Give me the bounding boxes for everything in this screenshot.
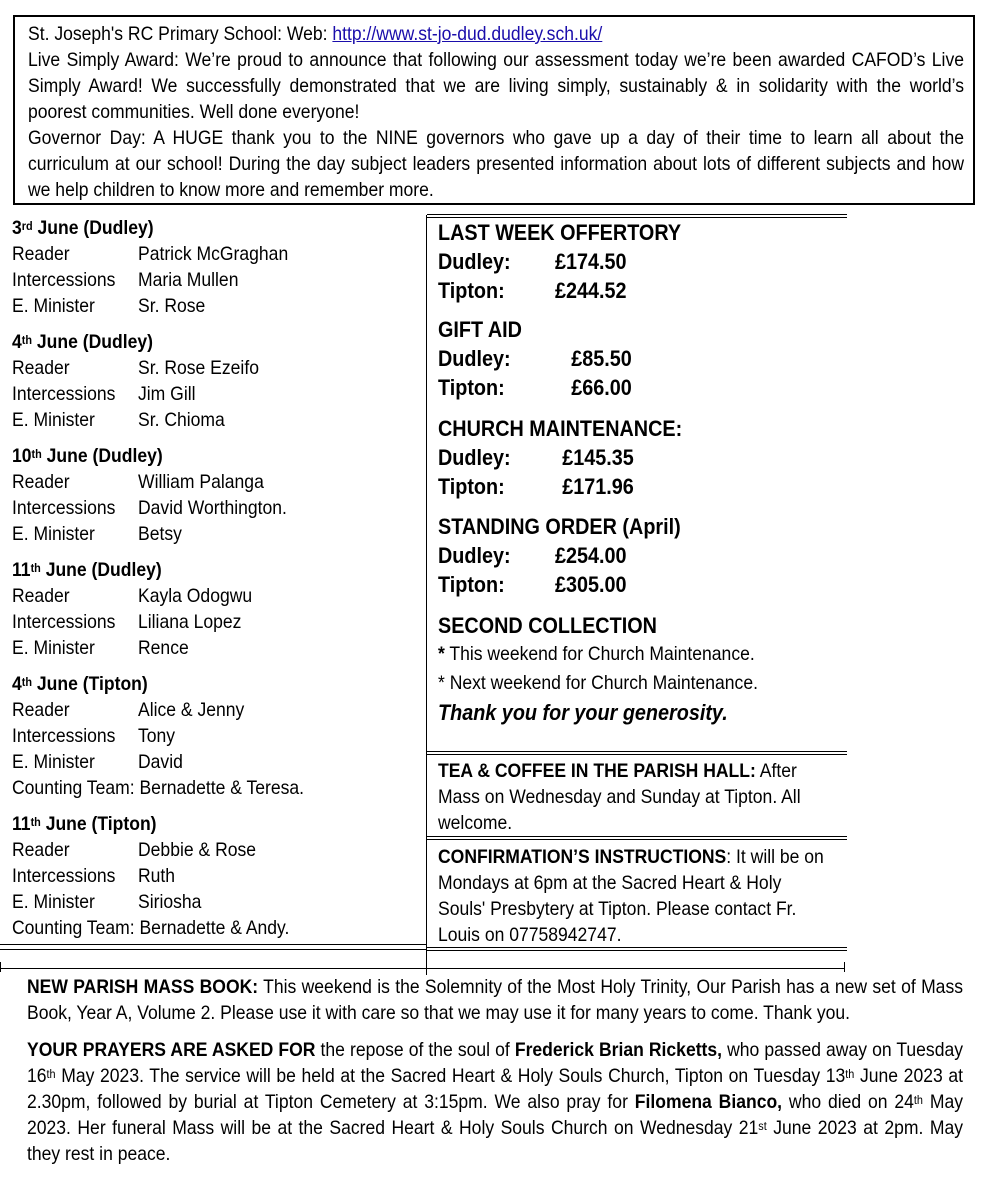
bottom-notices — [27, 974, 963, 1178]
rota-block — [12, 671, 417, 801]
rota-date: 10th June (Dudley) — [12, 445, 163, 467]
role-minister: E. Minister — [12, 523, 95, 545]
minister-name: David — [138, 751, 183, 773]
role-minister: E. Minister — [12, 409, 95, 431]
rota-block — [12, 329, 417, 433]
role-intercessions: Intercessions — [12, 383, 116, 405]
place-dudley: Dudley: — [438, 445, 511, 470]
role-intercessions: Intercessions — [12, 611, 116, 633]
role-minister: E. Minister — [12, 751, 95, 773]
school-label: St. Joseph's RC Primary School: Web: — [28, 23, 333, 45]
rota-date: 4th June (Tipton) — [12, 673, 148, 695]
amount-tipton: £66.00 — [571, 375, 632, 400]
minister-name: Rence — [138, 637, 189, 659]
second-collection-line2: * Next weekend for Church Maintenance. — [438, 672, 758, 694]
reader-name: Sr. Rose Ezeifo — [138, 357, 259, 379]
rota-block — [12, 215, 417, 319]
intercessions-name: Jim Gill — [138, 383, 196, 405]
confirmation-notice: CONFIRMATION’S INSTRUCTIONS: It will be on Mondays at 6pm at the Sacred Heart & Holy Souls' Presbytery at Tipton. Please contact Fr. Louis on 07758942747. — [438, 846, 824, 946]
reader-name: Patrick McGraghan — [138, 243, 289, 265]
role-reader: Reader — [12, 839, 70, 861]
finance-block — [438, 315, 816, 402]
role-intercessions: Intercessions — [12, 497, 116, 519]
role-minister: E. Minister — [12, 891, 95, 913]
second-collection — [438, 611, 816, 727]
place-dudley: Dudley: — [438, 543, 511, 568]
amount-tipton: £244.52 — [555, 278, 627, 303]
bottom-divider — [0, 968, 845, 969]
role-intercessions: Intercessions — [12, 865, 116, 887]
second-collection-line1: * This weekend for Church Maintenance. — [438, 643, 755, 665]
role-intercessions: Intercessions — [12, 269, 116, 291]
intercessions-name: Ruth — [138, 865, 176, 887]
place-dudley: Dudley: — [438, 346, 511, 371]
role-reader: Reader — [12, 357, 70, 379]
rota-date: 11th June (Tipton) — [12, 813, 157, 835]
role-reader: Reader — [12, 471, 70, 493]
finance-heading: CHURCH MAINTENANCE: — [438, 416, 683, 441]
rota-date: 11th June (Dudley) — [12, 559, 162, 581]
mass-book-notice: NEW PARISH MASS BOOK: This weekend is the Solemnity of the Most Holy Trinity, Our Parish has a new set of Mass Book, Year A, Volume 2. Please use it with care so that we may use it for many years to come. Thank you. — [27, 976, 963, 1024]
live-simply-award: Live Simply Award: We’re proud to announce that following our assessment today we’re been awarded CAFOD’s Live Simply Award! We successfully demonstrated that we are living simply, sustainably & in solidarity with the world’s poorest communities. Well done everyone! — [28, 49, 964, 123]
finance-block — [438, 218, 816, 305]
finance-column — [438, 218, 824, 946]
second-collection-heading: SECOND COLLECTION — [438, 613, 657, 638]
amount-dudley: £174.50 — [555, 249, 627, 274]
place-tipton: Tipton: — [438, 572, 505, 597]
rota-date: 3rd June (Dudley) — [12, 217, 154, 239]
counting-team: Counting Team: Bernadette & Teresa. — [12, 777, 305, 799]
minister-name: Siriosha — [138, 891, 202, 913]
amount-tipton: £305.00 — [555, 572, 627, 597]
finance-heading: GIFT AID — [438, 317, 522, 342]
reader-name: Kayla Odogwu — [138, 585, 253, 607]
school-website-link[interactable]: http://www.st-jo-dud.dudley.sch.uk/ — [332, 23, 603, 45]
place-tipton: Tipton: — [438, 278, 505, 303]
intercessions-name: David Worthington. — [138, 497, 287, 519]
governor-day: Governor Day: A HUGE thank you to the NINE governors who gave up a day of their time to learn all about the curriculum at our school! During the day subject leaders presented information about lots of different subjects and how we help children to know more and remember more. — [28, 127, 964, 201]
finance-block — [438, 512, 816, 599]
place-tipton: Tipton: — [438, 474, 505, 499]
amount-tipton: £171.96 — [562, 474, 634, 499]
tea-coffee-notice: TEA & COFFEE IN THE PARISH HALL: After Mass on Wednesday and Sunday at Tipton. All welcome. — [438, 760, 801, 834]
divider-tick — [844, 962, 845, 972]
rota-block — [12, 557, 417, 661]
left-divider — [0, 944, 427, 950]
school-notice-text — [28, 21, 964, 203]
reader-name: William Palanga — [138, 471, 264, 493]
minister-name: Sr. Chioma — [138, 409, 225, 431]
role-minister: E. Minister — [12, 295, 95, 317]
reader-name: Debbie & Rose — [138, 839, 257, 861]
prayers-notice: YOUR PRAYERS ARE ASKED FOR the repose of the soul of Frederick Brian Ricketts, who passed away on Tuesday 16th May 2023. The service will be held at the Sacred Heart & Holy Souls Church, Tipton on Tuesday 13th June 2023 at 2.30pm, followed by burial at Tipton Cemetery at 3:15pm. We also pray for Filomena Bianco, who died on 24th May 2023. Her funeral Mass will be at the Sacred Heart & Holy Souls Church on Wednesday 21st June 2023 at 2pm. May they rest in peace. — [27, 1039, 964, 1165]
role-reader: Reader — [12, 243, 70, 265]
rota-block — [12, 443, 417, 547]
school-notice-box — [13, 15, 975, 205]
divider-tea — [427, 751, 847, 755]
rota-date: 4th June (Dudley) — [12, 331, 153, 353]
column-divider — [426, 215, 427, 975]
role-reader: Reader — [12, 585, 70, 607]
thanks-note: Thank you for your generosity. — [438, 700, 728, 725]
role-intercessions: Intercessions — [12, 725, 116, 747]
divider-tick — [0, 962, 1, 972]
amount-dudley: £254.00 — [555, 543, 627, 568]
role-reader: Reader — [12, 699, 70, 721]
minister-name: Betsy — [138, 523, 182, 545]
divider-confirmation — [427, 836, 847, 840]
intercessions-name: Liliana Lopez — [138, 611, 242, 633]
place-dudley: Dudley: — [438, 249, 511, 274]
role-minister: E. Minister — [12, 637, 95, 659]
amount-dudley: £85.50 — [571, 346, 632, 371]
finance-heading: LAST WEEK OFFERTORY — [438, 220, 682, 245]
finance-heading: STANDING ORDER (April) — [438, 514, 681, 539]
intercessions-name: Tony — [138, 725, 176, 747]
divider-tick — [426, 962, 427, 972]
rota-column — [12, 215, 417, 951]
minister-name: Sr. Rose — [138, 295, 206, 317]
counting-team: Counting Team: Bernadette & Andy. — [12, 917, 290, 939]
rota-block — [12, 811, 417, 941]
reader-name: Alice & Jenny — [138, 699, 245, 721]
intercessions-name: Maria Mullen — [138, 269, 239, 291]
place-tipton: Tipton: — [438, 375, 505, 400]
amount-dudley: £145.35 — [562, 445, 634, 470]
finance-block — [438, 414, 816, 501]
school-web-line — [28, 21, 964, 47]
